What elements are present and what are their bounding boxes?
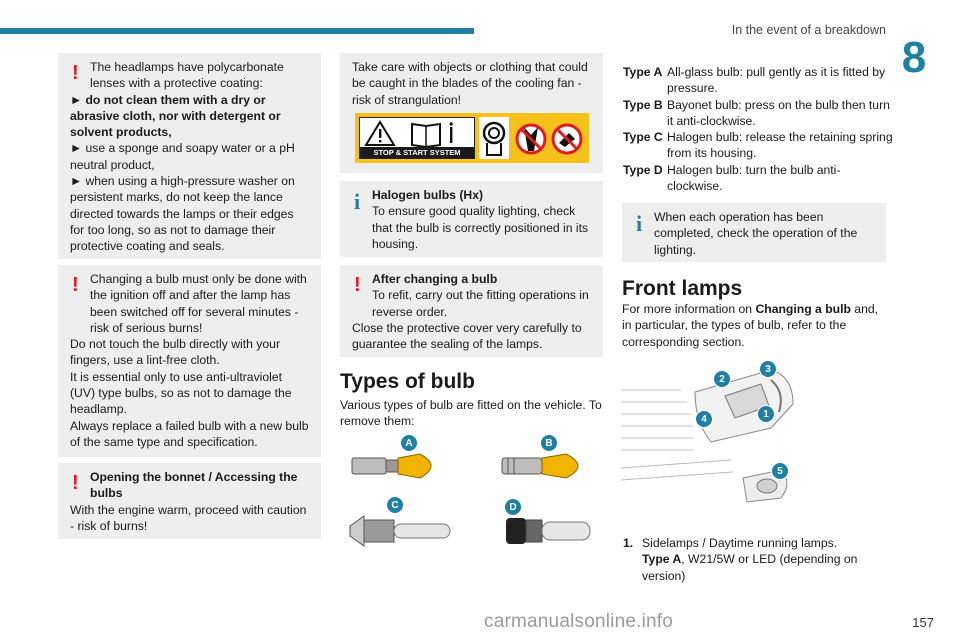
info-icon: i — [636, 211, 643, 236]
type-desc: Bayonet bulb: press on the bulb then turn it anti-clockwise. — [667, 97, 890, 128]
front-lamp-illustration — [621, 352, 801, 514]
intro-text: For more information on — [622, 302, 756, 316]
caution-text: Take care with objects or clothing that could be caught in the blades of the cooling fan - risk of strangulation! — [352, 60, 588, 107]
lamp-badge-3: 3 — [759, 360, 777, 378]
bulb-badge-a: A — [400, 434, 418, 452]
warning-text: Close the protective cover very carefully to guarantee the sealing of the lamps. — [352, 320, 582, 352]
warning-icon: ! — [72, 62, 79, 84]
type-a-row — [623, 64, 893, 97]
header-accent-bar — [0, 28, 474, 34]
lamp-badge-2: 2 — [713, 370, 731, 388]
lamp-badge-1: 1 — [757, 405, 775, 423]
type-c-row — [623, 129, 893, 162]
watermark: carmanualsonline.info — [484, 611, 674, 632]
types-of-bulb-heading: Types of bulb — [340, 370, 475, 393]
bullet-sponge: ► use a sponge and soapy water or a pH neutral product, — [70, 141, 295, 172]
lamp-type-text: , W21/5W or LED (depending on version) — [642, 552, 858, 583]
warning-text: Always replace a failed bulb with a new bulb of the same type and specification. — [70, 418, 309, 449]
list-number: 1. — [623, 536, 634, 550]
bullet-dont-clean: ► do not clean them with a dry or abrasive cloth, nor with detergent or solvent products, — [70, 92, 281, 140]
warning-text: Do not touch the bulb directly with your fingers, use a lint-free cloth. — [70, 337, 281, 368]
type-desc: Halogen bulb: release the retaining spring from its housing. — [667, 130, 893, 161]
bulb-badge-d: D — [504, 498, 522, 516]
warning-lead: The headlamps have polycarbonate lenses with a protective coating: — [90, 60, 284, 91]
warning-box-bonnet — [58, 463, 321, 539]
fan-hazard-icons — [479, 117, 587, 159]
type-key: Type D — [623, 162, 663, 177]
type-desc: All-glass bulb: pull gently as it is fitted by pressure. — [667, 65, 886, 96]
info-text-first — [352, 203, 591, 252]
intro-link-text: Changing a bulb — [755, 302, 851, 316]
warning-icon: ! — [354, 274, 361, 296]
warning-box-after-change — [340, 265, 603, 357]
warning-pictograms-icon — [360, 118, 476, 149]
bullet-pressure-washer: ► when using a high-pressure washer on persistent marks, do not keep the lance directed towards the lamps or their edges for too long, so as not to damage their protective coating and seals. — [70, 174, 295, 254]
warning-text: It is essential only to use anti-ultraviolet (UV) type bulbs, so as not to damage the headlamp. — [70, 369, 292, 417]
warning-icon: ! — [72, 274, 79, 296]
bulb-c-illustration — [344, 506, 464, 556]
bulb-types-illustration — [340, 430, 602, 558]
section-title: In the event of a breakdown — [731, 23, 886, 37]
lamp-badge-5: 5 — [771, 462, 789, 480]
lamp-type-key: Type A — [642, 552, 682, 567]
warning-pictogram-panel — [359, 117, 475, 159]
lamp-list-item — [623, 535, 893, 584]
warning-box-changing-bulb — [58, 265, 321, 457]
warning-icon: ! — [72, 472, 79, 494]
bulb-types-list — [623, 64, 893, 194]
type-desc: Halogen bulb: turn the bulb anti-clockwise. — [667, 162, 841, 194]
type-key: Type A — [623, 65, 663, 79]
type-key: Type B — [623, 97, 663, 112]
stop-start-warning-label — [355, 113, 589, 163]
info-box-check-lighting — [622, 203, 886, 262]
bulb-a-illustration — [350, 446, 450, 486]
lamp-badge-4: 4 — [695, 410, 713, 428]
stop-start-caption: STOP & START SYSTEM — [360, 147, 474, 158]
intro-text: and, in particular, the types of bulb, refer to the corresponding section. — [622, 302, 879, 349]
type-d-row — [623, 162, 893, 195]
front-lamps-intro — [622, 301, 887, 350]
info-text: When each operation has been completed, check the operation of the lighting. — [654, 210, 858, 257]
info-text: To ensure good quality lighting, check that the bulb is correctly positioned in its housing. — [372, 204, 589, 251]
front-lamps-heading: Front lamps — [622, 277, 743, 300]
chapter-number: 8 — [901, 33, 927, 82]
front-lamp-diagram — [621, 352, 801, 514]
warning-text: To refit, carry out the fitting operations in reverse order. — [372, 288, 589, 319]
lamp-name: Sidelamps / Daytime running lamps. — [642, 536, 838, 550]
warning-box-headlamp-cleaning — [58, 53, 321, 259]
info-icon: i — [354, 189, 361, 214]
warning-title: After changing a bulb — [372, 272, 498, 286]
types-intro: Various types of bulb are fitted on the vehicle. To remove them: — [340, 398, 602, 429]
info-box-halogen-bulbs — [340, 181, 603, 257]
bulb-badge-b: B — [540, 434, 558, 452]
info-title: Halogen bulbs (Hx) — [372, 188, 484, 202]
bulb-badge-c: C — [386, 496, 404, 514]
list-text — [642, 535, 893, 584]
warning-lead: Changing a bulb must only be done with the ignition off and after the lamp has been switched off for several minutes - risk of serious burns! — [90, 272, 307, 335]
type-key: Type C — [623, 130, 663, 145]
page-number: 157 — [912, 615, 934, 630]
type-b-row — [623, 97, 893, 130]
warning-title: Opening the bonnet / Accessing the bulbs — [90, 470, 298, 501]
warning-text: With the engine warm, proceed with caution - risk of burns! — [70, 502, 307, 533]
